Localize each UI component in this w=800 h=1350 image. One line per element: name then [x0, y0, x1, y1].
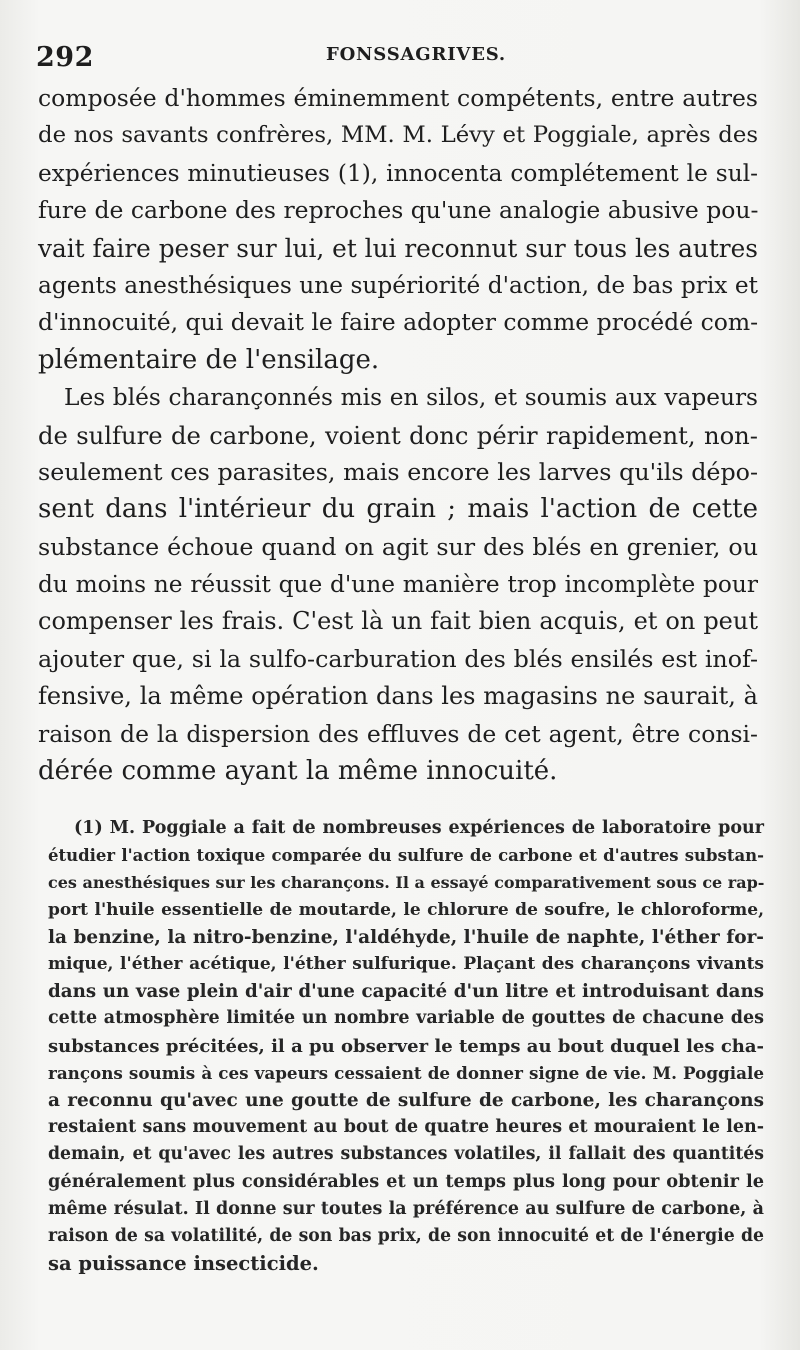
- text-line: plémentaire de l'ensilage.: [38, 344, 380, 375]
- text-line: fensive, la même opération dans les magasins ne saurait, à: [38, 682, 758, 711]
- page-header: [36, 40, 764, 80]
- footnote-line: restaient sans mouvement au bout de quatre heures et mouraient le len-: [48, 1117, 764, 1138]
- footnote-line: demain, et qu'avec les autres substances volatiles, il fallait des quantités: [48, 1144, 764, 1165]
- footnote-line: même résulat. Il donne sur toutes la préférence au sulfure de carbone, à: [48, 1198, 764, 1219]
- footnote-line: ces anesthésiques sur les charançons. Il a essayé comparativement sous ce rap-: [48, 873, 765, 893]
- footnote-line: port l'huile essentielle de moutarde, le chlorure de soufre, le chloroforme,: [48, 899, 764, 920]
- text-line: de nos savants confrères, MM. M. Lévy et Poggiale, après des: [38, 122, 758, 149]
- text-line: Les blés charançonnés mis en silos, et soumis aux vapeurs: [64, 384, 758, 412]
- footnote-line: étudier l'action toxique comparée du sulfure de carbone et d'autres substan-: [48, 846, 764, 866]
- text-line: sent dans l'intérieur du grain ; mais l'action de cette: [38, 494, 758, 525]
- text-line: raison de la dispersion des effluves de cet agent, être consi-: [38, 719, 758, 748]
- text-line: substance échoue quand on agit sur des blés en grenier, ou: [38, 532, 758, 561]
- footnote: [48, 815, 764, 1277]
- text-line: dérée comme ayant la même innocuité.: [38, 756, 558, 787]
- running-head: FONSSAGRIVES.: [326, 44, 506, 65]
- text-line: expériences minutieuses (1), innocenta complétement le sul-: [38, 159, 758, 187]
- footnote-line: rançons soumis à ces vapeurs cessaient de donner signe de vie. M. Poggiale: [48, 1062, 764, 1083]
- text-line: ajouter que, si la sulfo-carburation des blés ensilés est inof-: [38, 644, 758, 673]
- text-line: composée d'hommes éminemment compétents, entre autres: [38, 84, 758, 112]
- footnote-line: sa puissance insecticide.: [48, 1252, 319, 1275]
- footnote-line: la benzine, la nitro-benzine, l'aldéhyde, l'huile de naphte, l'éther for-: [48, 926, 764, 948]
- text-line: agents anesthésiques une supériorité d'action, de bas prix et: [38, 271, 758, 299]
- text-line: fure de carbone des reproches qu'une analogie abusive pou-: [38, 196, 759, 225]
- footnote-line: cette atmosphère limitée un nombre variable de gouttes de chacune des: [48, 1008, 764, 1029]
- footnote-separator: [360, 800, 440, 801]
- text-line: du moins ne réussit que d'une manière trop incomplète pour: [38, 571, 758, 599]
- footnote-line: dans un vase plein d'air d'une capacité d'un litre et introduisant dans: [48, 981, 764, 1003]
- footnote-line: mique, l'éther acétique, l'éther sulfurique. Plaçant des charançons vivants: [48, 953, 764, 974]
- footnote-line: a reconnu qu'avec une goutte de sulfure de carbone, les charançons: [48, 1089, 764, 1111]
- footnote-line: généralement plus considérables et un temps plus long pour obtenir le: [48, 1171, 764, 1193]
- page-number: 292: [36, 42, 94, 73]
- text-line: seulement ces parasites, mais encore les larves qu'ils dépo-: [38, 457, 758, 486]
- footnote-line: raison de sa volatilité, de son bas prix, de son innocuité et de l'énergie de: [48, 1225, 764, 1246]
- text-line: compenser les frais. C'est là un fait bien acquis, et on peut: [38, 607, 758, 636]
- text-line: vait faire peser sur lui, et lui reconnut sur tous les autres: [38, 233, 758, 263]
- main-text: [38, 80, 758, 790]
- text-line: de sulfure de carbone, voient donc périr rapidement, non-: [38, 420, 758, 450]
- footnote-line: substances précitées, il a pu observer le temps au bout duquel les cha-: [48, 1035, 764, 1057]
- footnote-line: (1) M. Poggiale a fait de nombreuses expériences de laboratoire pour: [74, 818, 764, 838]
- text-line: d'innocuité, qui devait le faire adopter comme procédé com-: [38, 308, 759, 337]
